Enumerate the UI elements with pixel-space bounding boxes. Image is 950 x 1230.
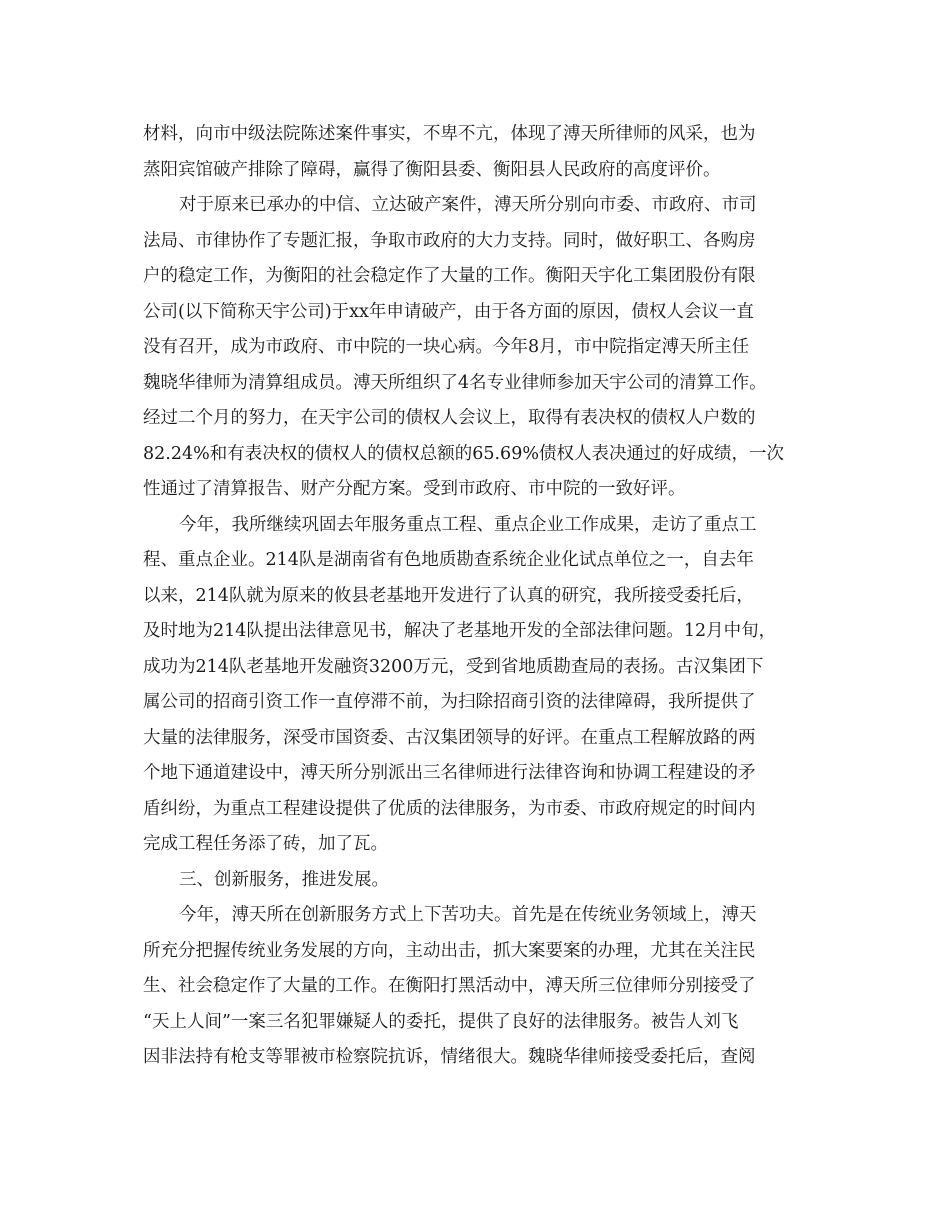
text-line: 法局、市律协作了专题汇报，争取市政府的大力支持。同时，做好职工、各购房 xyxy=(143,230,756,251)
text-line: 以来，214队就为原来的攸县老基地开发进行了认真的研究，我所接受委托后， xyxy=(143,585,754,606)
text-line: 生、社会稳定作了大量的工作。在衡阳打黑活动中，溥天所三位律师分别接受了 xyxy=(143,976,756,996)
text-line: 82.24%和有表决权的债权人的债权总额的65.69%债权人表决通过的好成绩，一次 xyxy=(143,443,784,464)
text-line: 对于原来已承办的中信、立达破产案件，溥天所分别向市委、市政府、市司 xyxy=(179,195,757,215)
text-line: 魏晓华律师为清算组成员。溥天所组织了4名专业律师参加天宇公司的清算工作。 xyxy=(143,372,767,393)
text-line: 公司(以下简称天宇公司)于xx年申请破产，由于各方面的原因，债权人会议一直 xyxy=(143,301,754,322)
document-body xyxy=(143,117,811,1076)
text-line: 因非法持有枪支等罪被市检察院抗诉，情绪很大。魏晓华律师接受委托后，查阅 xyxy=(143,1047,756,1067)
text-line: 材料，向市中级法院陈述案件事实，不卑不亢，体现了溥天所律师的风采，也为 xyxy=(143,124,756,144)
text-line: 所充分把握传统业务发展的方向，主动出击，抓大案要案的办理，尤其在关注民 xyxy=(143,940,756,961)
text-line: “天上人间”一案三名犯罪嫌疑人的委托，提供了良好的法律服务。被告人刘飞 xyxy=(143,1011,739,1032)
text-line: 没有召开，成为市政府、市中院的一块心病。今年8月，市中院指定溥天所主任 xyxy=(143,337,750,357)
text-line: 今年，我所继续巩固去年服务重点工程、重点企业工作成果，走访了重点工 xyxy=(179,514,757,535)
text-line: 大量的法律服务，深受市国资委、古汉集团领导的好评。在重点工程解放路的两 xyxy=(143,727,756,748)
text-line: 今年，溥天所在创新服务方式上下苦功夫。首先是在传统业务领域上，溥天 xyxy=(179,905,757,925)
text-line: 程、重点企业。214队是湖南省有色地质勘查系统企业化试点单位之一，自去年 xyxy=(143,550,754,570)
text-line: 三、创新服务，推进发展。 xyxy=(179,869,389,890)
text-line: 户的稳定工作，为衡阳的社会稳定作了大量的工作。衡阳天宇化工集团股份有限 xyxy=(143,266,756,286)
text-line: 蒸阳宾馆破产排除了障碍，赢得了衡阳县委、衡阳县人民政府的高度评价。 xyxy=(143,159,721,180)
text-line: 成功为214队老基地开发融资3200万元，受到省地质勘查局的表扬。古汉集团下 xyxy=(143,656,764,677)
text-line: 及时地为214队提出法律意见书，解决了老基地开发的全部法律问题。12月中旬， xyxy=(143,621,777,641)
text-line: 完成工程任务添了砖，加了瓦。 xyxy=(143,834,388,854)
text-line: 性通过了清算报告、财产分配方案。受到市政府、市中院的一致好评。 xyxy=(143,479,686,499)
text-line: 盾纠纷，为重点工程建设提供了优质的法律服务，为市委、市政府规定的时间内 xyxy=(143,798,756,819)
text-line: 经过二个月的努力，在天宇公司的债权人会议上，取得有表决权的债权人户数的 xyxy=(143,408,756,428)
text-line: 个地下通道建设中，溥天所分别派出三名律师进行法律咨询和协调工程建设的矛 xyxy=(143,763,756,783)
text-line: 属公司的招商引资工作一直停滞不前，为扫除招商引资的法律障碍，我所提供了 xyxy=(143,692,756,712)
